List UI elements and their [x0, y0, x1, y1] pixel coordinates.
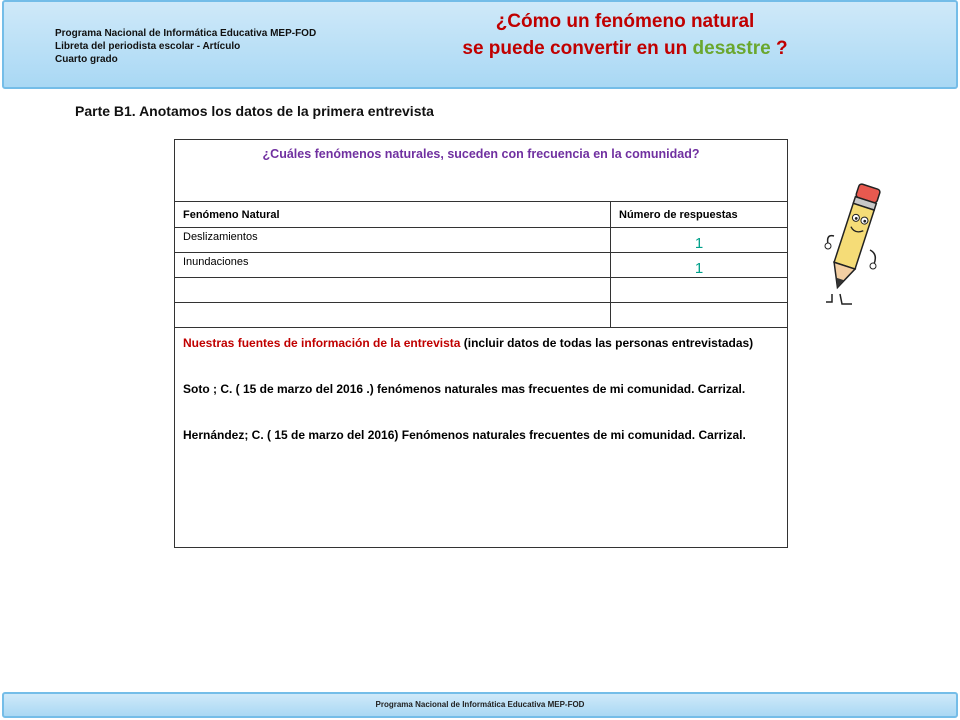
title-highlight-word: desastre: [692, 38, 771, 59]
phenomenon-cell[interactable]: Deslizamientos: [175, 228, 611, 253]
phenomenon-cell[interactable]: [175, 278, 611, 303]
program-line-3: Cuarto grado: [55, 54, 118, 65]
table-row: [175, 303, 788, 328]
question-cell: ¿Cuáles fenómenos naturales, suceden con frecuencia en la comunidad?: [175, 140, 788, 202]
table-row: [175, 278, 788, 303]
phenomenon-cell[interactable]: [175, 303, 611, 328]
source-entry-2: Hernández; C. ( 15 de marzo del 2016) Fenómenos naturales frecuentes de mi comunidad. Carrizal.: [183, 428, 746, 442]
title-line-2: [380, 35, 870, 62]
count-cell[interactable]: [611, 278, 788, 303]
phenomenon-cell[interactable]: Inundaciones: [175, 253, 611, 278]
sources-label: Nuestras fuentes de información de la entrevista: [183, 336, 461, 350]
interview-table: [174, 139, 788, 548]
sources-heading: [183, 332, 779, 355]
program-line-2: Libreta del periodista escolar - Artículo: [55, 41, 241, 52]
footer-band: Programa Nacional de Informática Educativa MEP-FOD: [2, 692, 958, 718]
table-row: [175, 228, 788, 253]
source-entry-1: Soto ; C. ( 15 de marzo del 2016 .) fenómenos naturales mas frecuentes de mi comunidad. Carrizal.: [183, 382, 746, 396]
page-title: [380, 8, 870, 62]
title-line-2-suffix: ?: [770, 38, 788, 59]
count-cell[interactable]: [611, 303, 788, 328]
program-line-1: Programa Nacional de Informática Educativa MEP-FOD: [55, 28, 317, 39]
title-line-1: ¿Cómo un fenómeno natural: [495, 11, 755, 32]
count-cell[interactable]: 1: [611, 253, 788, 278]
sources-note: (incluir datos de todas las personas entrevistadas): [460, 336, 754, 350]
section-heading: Parte B1. Anotamos los datos de la primera entrevista: [75, 103, 434, 119]
table-row: [175, 253, 788, 278]
pencil-character-icon: [812, 176, 892, 316]
sources-cell[interactable]: [175, 328, 788, 548]
col-header-phenomenon: Fenómeno Natural: [175, 202, 611, 228]
count-cell[interactable]: 1: [611, 228, 788, 253]
col-header-count: Número de respuestas: [611, 202, 788, 228]
program-info: [55, 27, 316, 66]
title-line-2-prefix: se puede convertir en un: [462, 38, 693, 59]
